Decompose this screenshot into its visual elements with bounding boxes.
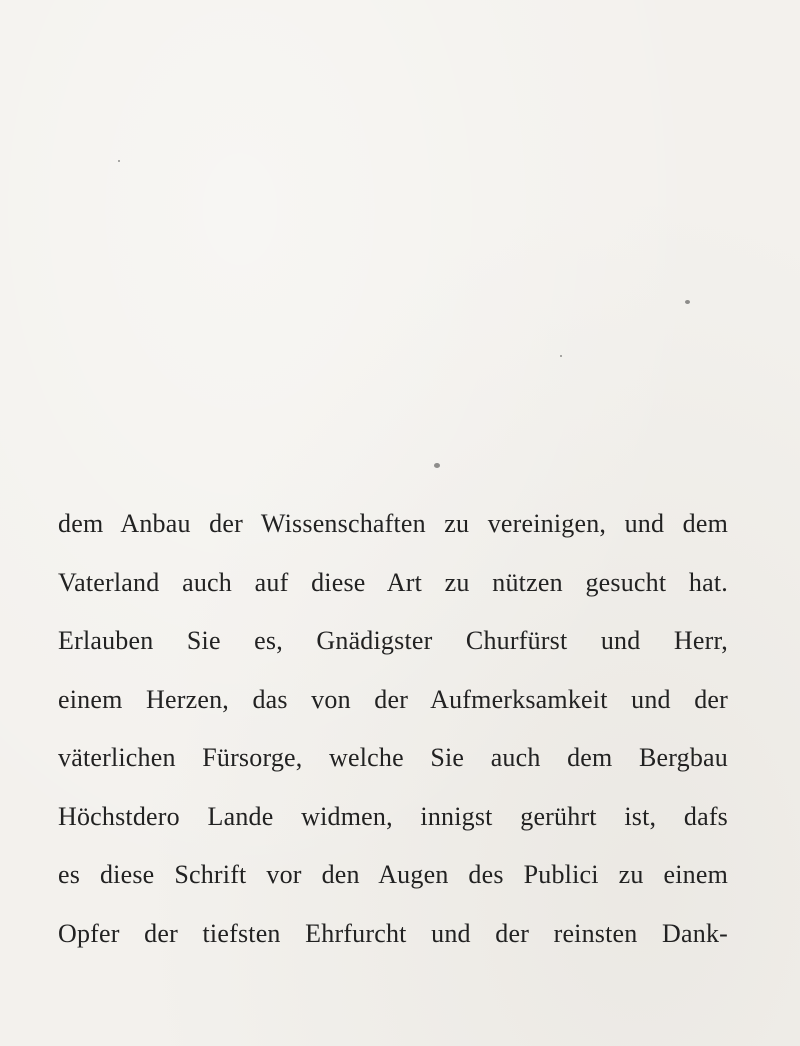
text-line: Höchstdero Lande widmen, innigst gerührt ist, dafs [58,801,728,831]
ink-speck [118,160,120,162]
text-line: dem Anbau der Wissenschaften zu vereinigen, und dem [58,509,728,538]
text-line: väterlichen Fürsorge, welche Sie auch dem Bergbau [58,743,728,772]
text-line: Erlauben Sie es, Gnädigster Churfürst und Herr, [58,626,728,655]
ink-speck [434,463,440,468]
text-line: Vaterland auch auf diese Art zu nützen gesucht hat. [58,567,728,597]
ink-speck [560,355,562,357]
text-line: Opfer der tiefsten Ehrfurcht und der reinsten Dank- [58,918,728,948]
ink-speck [685,300,690,304]
body-text [58,495,728,963]
text-line: einem Herzen, das von der Aufmerksamkeit und der [58,684,728,714]
text-line: es diese Schrift vor den Augen des Publici zu einem [58,860,728,889]
